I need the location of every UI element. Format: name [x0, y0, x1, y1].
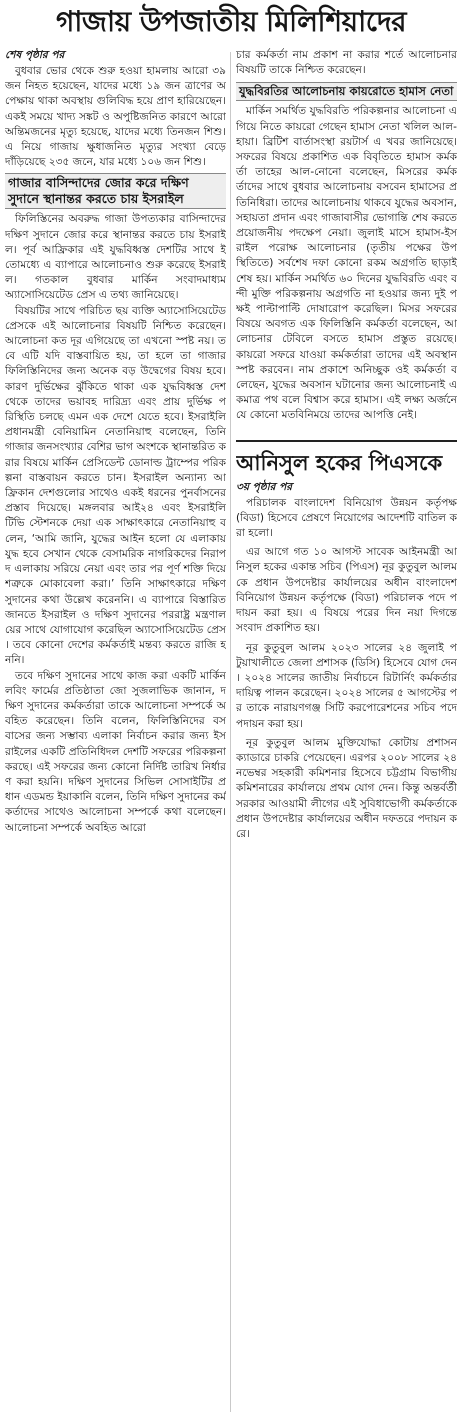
- continued-from-label: শেষ পৃষ্ঠার পর: [5, 49, 65, 61]
- story2-paragraph: নূর কুতুবুল আলম মুক্তিযোদ্ধা কোটায় প্রশাসন ক্যাডারে চাকরি পেয়েছেন। এরপর ২০০৮ সালের ২৪ নভেম্বর সহকারী কমিশনার হিসেবে চট্টগ্রাম বিভাগীয় কমিশনারের কার্যালয়ে প্রথম যোগ দেন। কিন্তু অন্তর্বর্তী সরকার আওয়ামী লীগের এই সুবিধাভোগী কর্মকর্তাকে প্রধান উপদেষ্টার কার্যালয়ের অধীন দফতরে পদায়ন করে।: [236, 736, 457, 840]
- story1-subhead-cairo: যুদ্ধবিরতির আলোচনায় কায়রোতে হামাস নেতা: [236, 82, 457, 101]
- right-column: [236, 48, 457, 1419]
- story1-paragraph: চার কর্মকর্তা নাম প্রকাশ না করার শর্তে আলোচনার বিষয়টি তাকে নিশ্চিত করেছেন।: [236, 49, 457, 77]
- column-divider: [230, 52, 231, 1412]
- article-columns: [0, 48, 462, 1419]
- story1-paragraph: ফিলিস্তিনের অবরুদ্ধ গাজা উপত্যকার বাসিন্দাদের দক্ষিণ সুদানে জোর করে স্থানান্তর করতে চায় ইসরাইল। পূর্ব আফ্রিকার এই যুদ্ধবিধ্বস্ত দেশটির সাথে ইতোমধ্যে এ ব্যাপারে আলোচনাও শুরু করেছে ইসরাইল। গতকাল বুধবার মার্কিন সংবাদমাধ্যম অ্যাসোসিয়েটেড প্রেস এ তথ্য জানিয়েছে।: [5, 213, 226, 302]
- story1-paragraph: বিষয়টির সাথে পরিচিত ছয় ব্যক্তি অ্যাসোসিয়েটেড প্রেসকে এই আলোচনার বিষয়টি নিশ্চিত করেছেন। আলোচনা কত দূর এগিয়েছে তা এখনো স্পষ্ট নয়। তবে এটি যদি বাস্তবায়িত হয়, তা হলে তা গাজার ফিলিস্তিনিদের জন্য অনেক বড় উদ্বেগের বিষয় হবে। কারণ দুর্ভিক্ষের ঝুঁকিতে থাকা এক যুদ্ধবিধ্বস্ত দেশ থেকে তাদের ভয়াবহ দারিদ্র্য এবং প্রায় দুর্ভিক্ষ পরিস্থিতি চলছে এমন এক দেশে যেতে হবে। ইসরাইলি প্রধানমন্ত্রী বেনিয়ামিন নেতানিয়াহু বলেছেন, তিনি গাজার জনসংখ্যার বেশির ভাগ অংশকে স্থানান্তরিত করার বিষয়ে মার্কিন প্রেসিডেন্ট ডোনাল্ড ট্রাম্পের পরিকল্পনা বাস্তবায়ন করতে চান। ইসরাইল অন্যান্য আফ্রিকান দেশগুলোর সাথেও একই ধরনের পুনর্বাসনের প্রস্তাব দিয়েছে। মঙ্গলবার আই২৪ এবং ইসরাইলি টিভি স্টেশনকে দেয়া এক সাক্ষাৎকারে নেতানিয়াহু বলেন, ‘আমি জানি, যুদ্ধের আইন হলো যে এলাকায় যুদ্ধ হবে সেখান থেকে বেসামরিক নাগরিকদের নিরাপদ এলাকায় সরিয়ে নেয়া এবং তার পর পূর্ণ শক্তি দিয়ে শত্রুকে মোকাবেলা করা।’ তিনি সাক্ষাৎকারে দক্ষিণ সুদানের কথা উল্লেখ করেননি। এ ব্যাপারে বিস্তারিত জানতে ইসরাইল ও দক্ষিণ সুদানের পররাষ্ট্র মন্ত্রণালয়ের সাথে যোগাযোগ করেছিল অ্যাসোসিয়েটেড প্রেস। তবে কোনো দেশের কর্মকর্তাই মন্তব্য করতে রাজি হননি।: [5, 304, 226, 667]
- story2-paragraph: এর আগে গত ১০ আগস্ট সাবেক আইনমন্ত্রী আনিসুল হকের একান্ত সচিব (পিএস) নূর কুতুবুল আলমকে প্রধান উপদেষ্টার কার্যালয়ের অধীন বাংলাদেশ বিনিয়োগ উন্নয়ন কর্তৃপক্ষে (বিডা) পরিচালক পদে পদায়ন করা হয়। এ বিষয়ে পরের দিন নয়া দিগন্তে সংবাদ প্রকাশিত হয়।: [236, 546, 457, 635]
- left-column: [5, 48, 226, 1419]
- story1-paragraph: বুধবার ভোর থেকে শুরু হওয়া হামলায় আরো ৩৯ জন নিহত হয়েছেন, যাদের মধ্যে ১৯ জন ত্রাণের অপেক্ষায় থাকা অবস্থায় গুলিবিদ্ধ হয়ে প্রাণ হারিয়েছেন। একই সময়ে খাদ্য সঙ্কট ও অপুষ্টিজনিত কারণে আরো অন্তিমজনের মৃত্যু হয়েছে, যাদের মধ্যে তিনজন শিশু। এ নিয়ে গাজায় ক্ষুধাজনিত মৃত্যুর সংখ্যা বেড়ে দাঁড়িয়েছে ২৩৫ জনে, যার মধ্যে ১০৬ জন শিশু।: [5, 65, 226, 169]
- story1-paragraph: মার্কিন সমর্থিত যুদ্ধবিরতি পরিকল্পনার আলোচনা এগিয়ে নিতে কায়রো গেছেন হামাস নেতা খলিল আল-হায়া। ব্রিটিশ বার্তাসংস্থা রয়টার্স এ খবর জানিয়েছে। সফরের বিষয়ে প্রকাশিত এক বিবৃতিতে হামাস কর্মকর্তা তাহের আল-নোনো বলেছেন, মিসরের কর্মকর্তাদের সাথে বুধবার আলোচনায় বসবেন হামাসের প্রতিনিধিরা। তাদের আলোচনায় থাকবে যুদ্ধের অবসান, সহায়তা প্রদান এবং গাজাবাসীর ভোগান্তি শেষ করতে প্রয়োজনীয় পদক্ষেপ নেয়া। জুলাই মাসে হামাস-ইসরাইল পরোক্ষ আলোচনার (তৃতীয় পক্ষের উপস্থিতিতে) সর্বশেষ দফা কোনো রকম অগ্রগতি ছাড়াই শেষ হয়। মার্কিন সমর্থিত ৬০ দিনের যুদ্ধবিরতি এবং বন্দী মুক্তি পরিকল্পনায় অগ্রগতি না হওয়ার জন্য দুই পক্ষই পাল্টাপাল্টি দোষারোপ করেছিল। মিসর সফরের বিষয়ে অবগত এক ফিলিস্তিনি কর্মকর্তা বলেছেন, আলোচনার টেবিলে বসতে হামাস প্রস্তুত রয়েছে। কায়রো সফরে যাওয়া কর্মকর্তারা তাদের এই অবস্থান স্পষ্ট করবেন। নাম প্রকাশে অনিচ্ছুক ওই কর্মকর্তা বলেছেন, যুদ্ধের অবসান ঘটানোর জন্য আলোচনাই একমাত্র পথ বলে বিশ্বাস করে হামাস। এই লক্ষ্য অর্জনে যে কোনো মতবিনিময়ে তাদের আপত্তি নেই।: [236, 105, 457, 422]
- story2-title: আনিসুল হকের পিএসকে: [236, 440, 457, 478]
- story2-continued-from-label: ৩য় পৃষ্ঠার পর: [236, 480, 293, 493]
- story2-paragraph: নূর কুতুবুল আলম ২০২৩ সালের ২৪ জুলাই পটুয়াখালীতে জেলা প্রশাসক (ডিসি) হিসেবে যোগ দেন। ২০২৪ সালের জাতীয় নির্বাচনে রিটার্নিং কর্মকর্তার দায়িত্ব পালন করেছেন। ২০২৪ সালের ৫ আগস্টের পর তাকে নারায়ণগঞ্জ সিটি করপোরেশনের সচিব পদে পদায়ন করা হয়।: [236, 641, 457, 730]
- story1-subhead-south-sudan: গাজার বাসিন্দাদের জোর করে দক্ষিণ সুদানে স্থানান্তর করতে চায় ইসরাইল: [5, 173, 226, 209]
- story2-paragraph: পরিচালক বাংলাদেশ বিনিয়োগ উন্নয়ন কর্তৃপক্ষ (বিডা) হিসেবে প্রেষণে নিয়োগের আদেশটি বাতিল করা হলো।: [236, 496, 457, 540]
- story1-paragraph: তবে দক্ষিণ সুদানের সাথে কাজ করা একটি মার্কিন লবিং ফার্মের প্রতিষ্ঠাতা জো সুজলাভিক জানান, দক্ষিণ সুদানের কর্মকর্তারা তাকে আলোচনা সম্পর্কে অবহিত করেছেন। তিনি বলেন, ফিলিস্তিনিদের বসবাসের জন্য সম্ভাব্য এলাকা নির্বাচন করার জন্য ইসরাইলের একটি প্রতিনিধিদল দেশটি সফরের পরিকল্পনা করছে। এই সফরের জন্য কোনো নির্দিষ্ট তারিখ নির্ধারণ করা হয়নি। দক্ষিণ সুদানের সিভিল সোসাইটির প্রধান এডমন্ড ইয়াকানি বলেন, তিনি দক্ষিণ সুদানের কর্মকর্তাদের সাথেও আলোচনা সম্পর্কে কথা বলেছেন। আলোচনা সম্পর্কে অবহিত আরো: [5, 669, 226, 834]
- headline: গাজায় উপজাতীয় মিলিশিয়াদের: [55, 5, 407, 38]
